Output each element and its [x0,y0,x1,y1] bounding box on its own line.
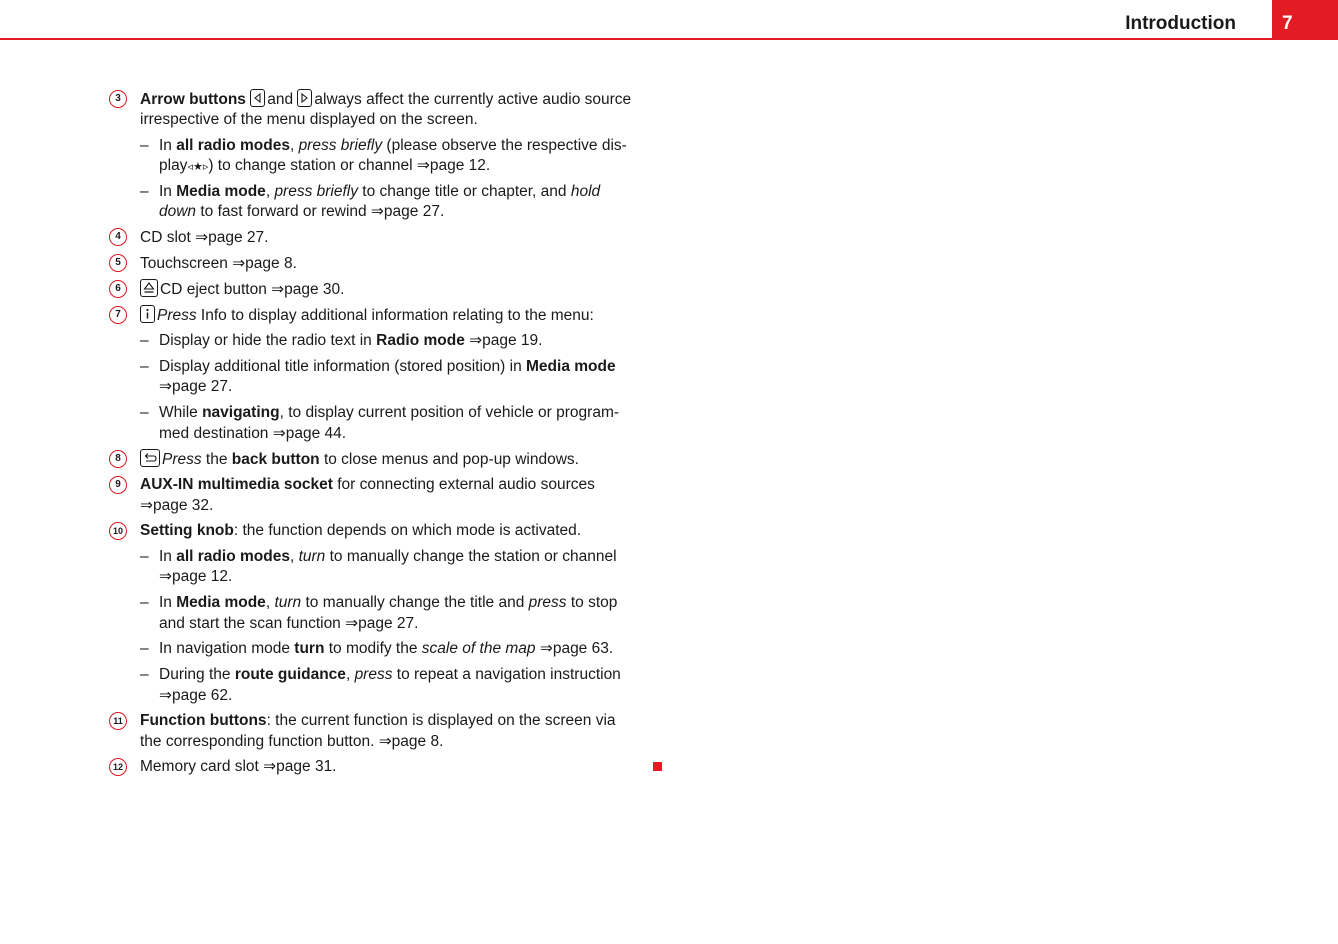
eject-key-icon [140,279,158,297]
info-key-icon [140,305,155,323]
sub-item-line: During the route guidance, press to repeat a navigation instruction [159,666,621,683]
sub-item-line: down to fast forward or rewind ⇒page 27. [159,203,445,220]
sub-item-line: In Media mode, press briefly to change title or chapter, and hold [159,183,601,200]
item-number-badge: 4 [109,228,127,246]
item-3-title: Arrow buttons [140,91,246,108]
item-11-line-2: the corresponding function button. ⇒page 8. [140,733,444,750]
dash-bullet: – [140,137,149,154]
item-number-badge: 10 [109,522,127,540]
item-5-text: Touchscreen ⇒page 8. [140,255,297,272]
item-10-line: Setting knob: the function depends on which mode is activated. [140,522,582,539]
item-number-badge: 3 [109,90,127,108]
item-number-badge: 9 [109,476,127,494]
section-end-marker [653,762,662,771]
right-arrow-key-icon [297,89,312,107]
dash-bullet: – [140,358,149,375]
sub-item-line: play◃★▹) to change station or channel ⇒page 12. [159,157,491,174]
sub-item-line: Display additional title information (stored position) in Media mode [159,358,616,375]
item-number-badge: 12 [109,758,127,776]
sub-item-line: In all radio modes, turn to manually change the station or channel [159,548,617,565]
item-3-line-2: irrespective of the menu displayed on the screen. [140,111,478,128]
dash-bullet: – [140,640,149,657]
item-number-badge: 11 [109,712,127,730]
header-title: Introduction [1125,13,1236,34]
sub-item-line: ⇒page 12. [159,568,233,585]
dash-bullet: – [140,666,149,683]
item-6-line: CD eject button ⇒page 30. [140,279,344,300]
item-12-text: Memory card slot ⇒page 31. [140,758,337,775]
back-key-icon [140,449,160,467]
item-number-badge: 6 [109,280,127,298]
item-11-line: Function buttons: the current function is displayed on the screen via [140,712,616,729]
item-9-line-2: ⇒page 32. [140,497,214,514]
item-number-badge: 5 [109,254,127,272]
sub-item-line: While navigating, to display current position of vehicle or program- [159,404,620,421]
sub-item-line: In all radio modes, press briefly (please observe the respective dis- [159,137,627,154]
sub-item-line: ⇒page 27. [159,378,233,395]
item-4-text: CD slot ⇒page 27. [140,229,269,246]
item-8-line: Press the back button to close menus and pop-up windows. [140,449,579,470]
page-number-tab [1272,0,1338,40]
dash-bullet: – [140,332,149,349]
item-7-line: Press Info to display additional information relating to the menu: [140,305,594,326]
item-3-line-1: Arrow buttons and always affect the currently active audio source [140,91,632,108]
left-arrow-key-icon [250,89,265,107]
station-keys-symbol: ◃★▹ [187,161,209,173]
sub-item-line: and start the scan function ⇒page 27. [159,615,419,632]
sub-item-line: In Media mode, turn to manually change the title and press to stop [159,594,618,611]
dash-bullet: – [140,404,149,421]
item-number-badge: 8 [109,450,127,468]
sub-item-line: med destination ⇒page 44. [159,425,347,442]
dash-bullet: – [140,548,149,565]
sub-item-line: ⇒page 62. [159,687,233,704]
dash-bullet: – [140,594,149,611]
header-rule [0,38,1338,40]
sub-item-line: In navigation mode turn to modify the scale of the map ⇒page 63. [159,640,614,657]
item-9-line: AUX-IN multimedia socket for connecting external audio sources [140,476,595,493]
sub-item-line: Display or hide the radio text in Radio mode ⇒page 19. [159,332,543,349]
dash-bullet: – [140,183,149,200]
page-number: 7 [1282,13,1293,34]
item-number-badge: 7 [109,306,127,324]
